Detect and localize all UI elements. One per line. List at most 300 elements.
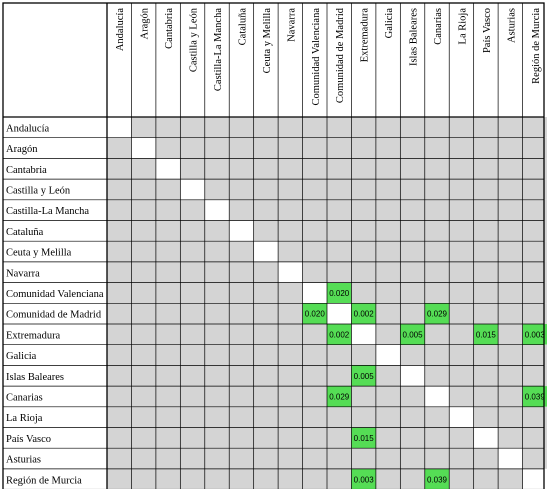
matrix-cell — [498, 262, 522, 283]
matrix-cell — [498, 200, 522, 221]
matrix-cell — [425, 221, 449, 242]
matrix-cell — [327, 158, 351, 179]
matrix-cell — [254, 179, 278, 200]
matrix-cell — [376, 365, 400, 386]
matrix-cell — [303, 221, 327, 242]
row-label-ceuta-y-melilla: Ceuta y Melilla — [6, 247, 72, 259]
matrix-cell — [449, 241, 473, 262]
matrix-cell — [156, 117, 180, 138]
matrix-cell — [131, 200, 155, 221]
matrix-cell — [498, 324, 522, 345]
matrix-cell — [229, 386, 253, 407]
matrix-cell — [400, 303, 424, 324]
matrix-cell — [156, 407, 180, 428]
matrix-cell — [351, 117, 375, 138]
matrix-cell — [205, 345, 229, 366]
matrix-cell — [254, 365, 278, 386]
matrix-cell — [180, 365, 204, 386]
row-label-cantabria: Cantabria — [6, 164, 47, 176]
row-label-la-rioja: La Rioja — [6, 413, 43, 425]
row-label-cataluna: Cataluña — [6, 226, 44, 238]
matrix-cell — [180, 324, 204, 345]
matrix-cell — [449, 221, 473, 242]
diagonal-cell — [229, 221, 253, 242]
matrix-cell — [523, 241, 547, 262]
matrix-cell — [107, 345, 131, 366]
matrix-cell — [400, 428, 424, 449]
matrix-cell — [229, 345, 253, 366]
matrix-cell — [303, 407, 327, 428]
matrix-cell — [180, 407, 204, 428]
matrix-cell — [254, 428, 278, 449]
column-label-aragon: Aragón — [139, 8, 151, 40]
diagonal-cell — [474, 428, 498, 449]
matrix-cell — [498, 241, 522, 262]
matrix-cell — [449, 448, 473, 469]
diagonal-cell — [107, 117, 131, 138]
matrix-cell — [107, 469, 131, 489]
matrix-cell — [278, 386, 302, 407]
matrix-cell — [449, 283, 473, 304]
matrix-cell — [425, 407, 449, 428]
matrix-cell — [205, 386, 229, 407]
matrix-cell — [254, 283, 278, 304]
matrix-cell — [156, 241, 180, 262]
matrix-cell — [131, 324, 155, 345]
matrix-cell — [229, 179, 253, 200]
matrix-cell — [180, 138, 204, 159]
matrix-cell — [400, 200, 424, 221]
matrix-cell — [156, 179, 180, 200]
matrix-cell — [229, 303, 253, 324]
matrix-cell — [229, 283, 253, 304]
matrix-cell — [425, 241, 449, 262]
matrix-cell — [107, 158, 131, 179]
matrix-cell — [229, 200, 253, 221]
matrix-cell — [474, 283, 498, 304]
matrix-cell — [474, 407, 498, 428]
matrix-cell — [351, 262, 375, 283]
matrix-cell — [376, 221, 400, 242]
matrix-cell — [229, 428, 253, 449]
matrix-cell — [474, 200, 498, 221]
matrix-cell — [303, 469, 327, 489]
matrix-cell — [523, 158, 547, 179]
matrix-cell — [449, 303, 473, 324]
matrix-cell — [156, 386, 180, 407]
matrix-cell — [131, 221, 155, 242]
diagonal-cell — [254, 241, 278, 262]
matrix-cell — [327, 138, 351, 159]
matrix-cell — [131, 241, 155, 262]
cell-value-label: 0.020 — [304, 309, 325, 319]
matrix-cell — [425, 138, 449, 159]
matrix-cell — [474, 158, 498, 179]
matrix-cell — [131, 283, 155, 304]
matrix-cell — [156, 303, 180, 324]
matrix-cell — [523, 221, 547, 242]
column-label-ceuta-y-melilla: Ceuta y Melilla — [261, 8, 273, 74]
matrix-cell — [107, 365, 131, 386]
row-label-comunidad-de-madrid: Comunidad de Madrid — [6, 309, 102, 321]
matrix-cell — [327, 221, 351, 242]
matrix-cell — [376, 283, 400, 304]
matrix-cell — [254, 117, 278, 138]
column-labels — [115, 7, 542, 105]
matrix-cell — [400, 179, 424, 200]
matrix-cell — [156, 448, 180, 469]
matrix-cell — [278, 469, 302, 489]
matrix-cell — [400, 283, 424, 304]
matrix-cell — [180, 221, 204, 242]
matrix-cell — [278, 365, 302, 386]
matrix-cell — [303, 386, 327, 407]
matrix-cell — [351, 283, 375, 304]
matrix-cell — [278, 221, 302, 242]
column-label-cataluna: Cataluña — [237, 8, 249, 46]
matrix-cell — [205, 448, 229, 469]
diagonal-cell — [205, 200, 229, 221]
matrix-cell — [498, 117, 522, 138]
matrix-cell — [449, 365, 473, 386]
matrix-cell — [303, 345, 327, 366]
matrix-cell — [425, 158, 449, 179]
column-label-extremadura: Extremadura — [359, 8, 371, 63]
matrix-cell — [474, 345, 498, 366]
row-label-extremadura: Extremadura — [6, 330, 61, 342]
matrix-cell — [303, 241, 327, 262]
matrix-cell — [303, 117, 327, 138]
diagonal-cell — [156, 158, 180, 179]
matrix-cell — [107, 200, 131, 221]
matrix-cell — [205, 407, 229, 428]
matrix-cell — [229, 365, 253, 386]
matrix-cell — [156, 365, 180, 386]
matrix-cell — [327, 469, 351, 489]
matrix-cell — [107, 324, 131, 345]
matrix-cell — [180, 283, 204, 304]
cell-value-label: 0.029 — [329, 392, 350, 402]
matrix-cell — [107, 221, 131, 242]
matrix-cell — [400, 241, 424, 262]
matrix-cell — [376, 303, 400, 324]
matrix-cell — [523, 428, 547, 449]
matrix-cell — [254, 324, 278, 345]
matrix-cell — [400, 262, 424, 283]
diagonal-cell — [376, 345, 400, 366]
matrix-cell — [278, 138, 302, 159]
matrix-cell — [376, 386, 400, 407]
matrix-cell — [131, 179, 155, 200]
matrix-cell — [474, 448, 498, 469]
column-label-canarias: Canarias — [433, 8, 444, 45]
matrix-cell — [278, 283, 302, 304]
row-label-asturias: Asturias — [6, 454, 41, 466]
matrix-cell — [449, 179, 473, 200]
matrix-cell — [376, 448, 400, 469]
matrix-cell — [351, 158, 375, 179]
matrix-cell — [131, 386, 155, 407]
matrix-cell — [156, 200, 180, 221]
matrix-cell — [156, 469, 180, 489]
matrix-cell — [327, 117, 351, 138]
cell-value-label: 0.020 — [329, 288, 350, 298]
row-label-canarias: Canarias — [6, 392, 43, 404]
matrix-cell — [254, 386, 278, 407]
matrix-cell — [107, 262, 131, 283]
matrix-cell — [205, 283, 229, 304]
column-label-pais-vasco: País Vasco — [481, 8, 493, 54]
matrix-cell — [278, 345, 302, 366]
matrix-cell — [498, 303, 522, 324]
matrix-cell — [351, 221, 375, 242]
matrix-cell — [229, 241, 253, 262]
matrix-cell — [449, 469, 473, 489]
matrix-cell — [156, 262, 180, 283]
matrix-cell — [327, 448, 351, 469]
matrix-cell — [229, 138, 253, 159]
matrix-cell — [180, 262, 204, 283]
matrix-cell — [449, 386, 473, 407]
matrix-cell — [205, 469, 229, 489]
matrix-cell — [376, 262, 400, 283]
matrix-cell — [523, 262, 547, 283]
row-label-region-de-murcia: Región de Murcia — [6, 475, 82, 487]
column-label-andalucia: Andalucía — [115, 8, 127, 52]
matrix-cell — [523, 407, 547, 428]
column-label-asturias: Asturias — [506, 8, 518, 43]
matrix-cell — [498, 428, 522, 449]
matrix-cell — [327, 407, 351, 428]
matrix-cell — [278, 158, 302, 179]
matrix-cell — [400, 117, 424, 138]
matrix-cell — [474, 365, 498, 386]
row-label-islas-baleares: Islas Baleares — [6, 371, 65, 383]
matrix-cell — [327, 241, 351, 262]
matrix-cell — [254, 138, 278, 159]
matrix-cell — [180, 428, 204, 449]
matrix-cell — [425, 365, 449, 386]
matrix-cell — [131, 365, 155, 386]
matrix-cell — [205, 262, 229, 283]
matrix-cell — [449, 158, 473, 179]
matrix-cell — [278, 179, 302, 200]
matrix-cell — [425, 448, 449, 469]
matrix-cell — [131, 262, 155, 283]
matrix-cell — [180, 158, 204, 179]
matrix-cell — [400, 221, 424, 242]
matrix-cell — [205, 241, 229, 262]
matrix-cell — [351, 345, 375, 366]
matrix-cell — [303, 179, 327, 200]
column-label-castilla-la-mancha: Castilla-La Mancha — [213, 8, 224, 92]
matrix-cell — [278, 324, 302, 345]
diagonal-cell — [449, 407, 473, 428]
matrix-cell — [498, 221, 522, 242]
matrix-cell — [278, 303, 302, 324]
matrix-cell — [376, 179, 400, 200]
matrix-cell — [498, 158, 522, 179]
matrix-cell — [180, 117, 204, 138]
matrix-cell — [449, 345, 473, 366]
matrix-cell — [131, 407, 155, 428]
diagonal-cell — [303, 283, 327, 304]
matrix-cell — [474, 117, 498, 138]
matrix-cell — [131, 448, 155, 469]
matrix-cell — [376, 241, 400, 262]
matrix-cell — [449, 262, 473, 283]
matrix-cell — [498, 283, 522, 304]
row-label-castilla-y-leon: Castilla y León — [6, 185, 71, 197]
matrix-cell — [351, 179, 375, 200]
matrix-cell — [229, 448, 253, 469]
matrix-cell — [303, 138, 327, 159]
diagonal-cell — [131, 138, 155, 159]
matrix-cell — [254, 448, 278, 469]
matrix-cell — [254, 303, 278, 324]
matrix-cell — [376, 158, 400, 179]
matrix-cell — [449, 324, 473, 345]
row-label-comunidad-valenciana: Comunidad Valenciana — [6, 288, 104, 300]
cell-value-label: 0.015 — [353, 433, 374, 443]
matrix-cell — [278, 200, 302, 221]
matrix-cell — [205, 303, 229, 324]
matrix-cell — [303, 158, 327, 179]
matrix-cell — [107, 386, 131, 407]
matrix-cell — [400, 158, 424, 179]
matrix-cell — [205, 179, 229, 200]
matrix-cell — [131, 117, 155, 138]
matrix-cell — [180, 345, 204, 366]
matrix-cell — [449, 138, 473, 159]
matrix-cell — [400, 407, 424, 428]
matrix-cell — [523, 303, 547, 324]
matrix-cell — [205, 138, 229, 159]
matrix-cell — [376, 200, 400, 221]
diagonal-cell — [425, 386, 449, 407]
matrix-cell — [376, 428, 400, 449]
column-label-castilla-y-leon: Castilla y León — [188, 7, 200, 73]
matrix-cell — [376, 324, 400, 345]
matrix-cell — [351, 138, 375, 159]
matrix-cell — [229, 262, 253, 283]
column-label-comunidad-valenciana: Comunidad Valenciana — [310, 8, 322, 106]
matrix-cell — [327, 200, 351, 221]
matrix-cell — [400, 386, 424, 407]
matrix-cell — [474, 386, 498, 407]
cell-value-label: 0.002 — [329, 330, 350, 340]
matrix-cell — [523, 200, 547, 221]
matrix-cell — [523, 283, 547, 304]
matrix-cell — [327, 365, 351, 386]
matrix-cell — [474, 221, 498, 242]
matrix-cell — [180, 303, 204, 324]
matrix-cell — [278, 448, 302, 469]
matrix-cell — [474, 303, 498, 324]
cell-value-label: 0.005 — [353, 371, 374, 381]
matrix-cell — [400, 345, 424, 366]
matrix-cell — [156, 345, 180, 366]
matrix-cell — [278, 407, 302, 428]
row-label-aragon: Aragón — [6, 144, 38, 156]
matrix-cell — [131, 158, 155, 179]
row-label-castilla-la-mancha: Castilla-La Mancha — [6, 206, 90, 218]
matrix-cell — [425, 179, 449, 200]
matrix-cell — [254, 407, 278, 428]
matrix-cell — [107, 407, 131, 428]
matrix-cell — [425, 428, 449, 449]
row-label-galicia: Galicia — [6, 351, 37, 363]
matrix-cell — [498, 386, 522, 407]
matrix-cell — [523, 345, 547, 366]
matrix-cell — [205, 158, 229, 179]
matrix-cell — [278, 241, 302, 262]
matrix-cell — [449, 117, 473, 138]
diagonal-cell — [327, 303, 351, 324]
matrix-cell — [254, 262, 278, 283]
row-labels — [6, 123, 104, 486]
matrix-cell — [425, 262, 449, 283]
matrix-cell — [523, 179, 547, 200]
column-label-la-rioja: La Rioja — [457, 8, 469, 45]
matrix-cell — [449, 428, 473, 449]
matrix-cell — [351, 200, 375, 221]
matrix-cell — [351, 448, 375, 469]
matrix-cell — [498, 138, 522, 159]
matrix-cell — [156, 138, 180, 159]
column-label-cantabria: Cantabria — [164, 8, 176, 49]
matrix-cell — [254, 158, 278, 179]
matrix-cell — [523, 448, 547, 469]
matrix-cell — [400, 469, 424, 489]
matrix-cell — [327, 262, 351, 283]
matrix-cell — [327, 179, 351, 200]
row-label-andalucia: Andalucía — [6, 123, 50, 135]
matrix-cell — [523, 138, 547, 159]
cell-value-label: 0.039 — [524, 392, 545, 402]
matrix-cell — [254, 469, 278, 489]
matrix-cell — [498, 469, 522, 489]
matrix-cell — [131, 303, 155, 324]
matrix-cell — [156, 283, 180, 304]
matrix-cell — [254, 345, 278, 366]
matrix-cell — [254, 221, 278, 242]
matrix-cell — [351, 386, 375, 407]
matrix-cell — [180, 448, 204, 469]
matrix-cell — [498, 345, 522, 366]
matrix-cell — [107, 283, 131, 304]
matrix-cell — [376, 138, 400, 159]
matrix-cell — [229, 407, 253, 428]
matrix-cell — [303, 365, 327, 386]
matrix-cell — [131, 428, 155, 449]
cell-value-label: 0.039 — [426, 475, 448, 485]
matrix-cell — [229, 117, 253, 138]
matrix-cell — [327, 345, 351, 366]
matrix-cell — [107, 428, 131, 449]
diagonal-cell — [180, 179, 204, 200]
matrix-cell — [425, 200, 449, 221]
matrix-cell — [229, 158, 253, 179]
matrix-cell — [474, 262, 498, 283]
matrix-cell — [107, 138, 131, 159]
matrix-cell — [180, 469, 204, 489]
diagonal-cell — [351, 324, 375, 345]
matrix-cell — [205, 428, 229, 449]
diagonal-cell — [400, 365, 424, 386]
matrix-cell — [327, 428, 351, 449]
cell-value-label: 0.015 — [475, 330, 496, 340]
